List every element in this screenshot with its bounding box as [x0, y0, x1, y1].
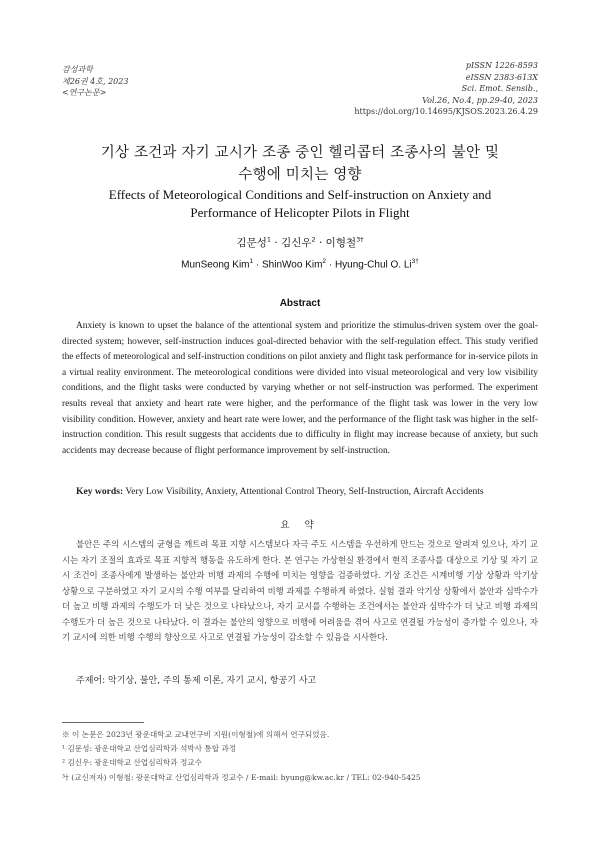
title-en-line1: Effects of Meteorological Conditions and Self-instruction on Anxiety and — [108, 187, 492, 202]
keywords-en-list: Very Low Visibility, Anxiety, Attentional Control Theory, Self-Instruction, Aircraft Accidents — [125, 486, 484, 497]
authors-english — [60, 258, 540, 270]
summary-ko-text: 불안은 주의 시스템의 균형을 깨트려 목표 지향 시스템보다 자극 주도 시스템을 우선하게 만드는 것으로 알려져 있으나, 자기 교시는 자기 조절의 효과로 목표 지향적 행동을 유도하게 한다. 본 연구는 가상현실 환경에서 현직 조종사를 대상으로 기상 및 자기 교시 조건이 조종사에게 발생하는 불안과 비행 과제의 수행에 미치는 영향을 검증하였다. 기상 조건은 시계비행 기상 상황과 악기상 상황으로 구분하였고 자기 교시의 수행 여부를 달리하여 비행 과제를 수행하게 하였다. 실험 결과 악기상 상황에서 불안과 심박수가 더 높고 비행 과제의 수행도가 더 낮은 것으로 나타났으나, 자기 교시를 수행하는 조건에서는 불안과 심박수가 더 낮고 비행 과제의 수행도가 더 높은 것으로 나타났다. 이 결과는 불안의 영향으로 비행에 어려움을 겪어 사고로 연결될 가능성이 증가할 수 있으나, 자기 교시에 의한 비행 수행의 향상으로 사고로 연결될 가능성이 감소할 수 있음을 시사한다. — [62, 539, 538, 642]
eissn: eISSN 2383-613X — [465, 72, 538, 82]
journal-header-right — [354, 60, 538, 118]
author-ko-1-affil: 1 — [266, 235, 272, 244]
author-ko-1: 김문성 — [236, 237, 267, 249]
title-english — [60, 186, 540, 222]
doi-link[interactable]: https://doi.org/10.14695/KJSOS.2023.26.4.29 — [354, 107, 538, 116]
author-sep: · — [271, 237, 282, 249]
article-type: <연구논문> — [62, 88, 107, 97]
author-en-1: MunSeong Kim — [181, 259, 250, 271]
title-korean — [60, 142, 540, 186]
author-en-1-affil: 1 — [249, 258, 254, 265]
title-ko-line1: 기상 조건과 자기 교시가 조종 중인 헬리콥터 조종사의 불안 및 — [100, 145, 500, 161]
author-sep: · — [315, 237, 326, 249]
title-ko-line2: 수행에 미치는 영향 — [238, 167, 362, 183]
footnote-3: ³† (교신저자) 이형철: 광운대학교 산업심리학과 정교수 / E-mail: hyung@kw.ac.kr / TEL: 02-940-5425 — [62, 772, 421, 782]
author-en-3-affil: 3† — [411, 258, 419, 265]
keywords-ko — [76, 673, 542, 686]
volume-en: Vol.26, No.4, pp.29-40, 2023 — [422, 95, 538, 105]
author-ko-3-affil: 3† — [356, 235, 364, 244]
author-ko-2-affil: 2 — [311, 235, 316, 244]
journal-name-ko: 감성과학 — [62, 65, 93, 74]
footnote-1: ¹ 김문성: 광운대학교 산업심리학과 석박사 통합 과정 — [62, 744, 237, 754]
author-en-2-affil: 2 — [322, 258, 327, 265]
journal-header-left — [62, 64, 128, 99]
author-en-2: ShinWoo Kim — [262, 259, 323, 271]
footnote-divider — [62, 722, 144, 723]
title-en-line2: Performance of Helicopter Pilots in Flight — [190, 205, 410, 220]
footnotes — [62, 728, 538, 785]
keywords-en — [76, 486, 542, 497]
pissn: pISSN 1226-8593 — [465, 61, 538, 70]
author-en-3: Hyung-Chul O. Li — [334, 259, 412, 271]
authors-korean — [60, 235, 540, 250]
keywords-en-label: Key words: — [76, 486, 124, 497]
author-ko-2: 김신우 — [281, 237, 312, 249]
author-sep: · — [253, 259, 263, 271]
abstract-text: Anxiety is known to upset the balance of the attentional system and prioritize the stimulus-driven system over the goal-directed system; however, self-instruction induces goal-directed behavior with the self-regulation effect. This study verified the effects of meteorological and self-instruction conditions on pilot anxiety and flight task performance for in-service pilots in a virtual reality environment. The meteorological conditions were divided into visual meteorological and very low visibility conditions, and the flight tasks were conducted by varying whether or not self-instruction was performed. The experiment results reveal that anxiety and heart rate were higher, and the performance of the flight task was lower in the very low visibility condition. However, anxiety and heart rate were lower, and the performance of the flight task was higher in the self-instruction condition. This result suggests that accidents due to difficulty in flight may increase because of anxiety, but such accidents may decrease because of flight performance improvement by self-instruction. — [62, 321, 538, 456]
footnote-2: ² 김신우: 광운대학교 산업심리학과 정교수 — [62, 758, 202, 768]
volume-ko: 제26권 4호, 2023 — [62, 76, 129, 86]
keywords-ko-label: 주제어: — [76, 676, 106, 686]
author-sep: · — [326, 259, 335, 271]
author-ko-3: 이형철 — [325, 237, 357, 249]
footnote-funding: ※ 이 논문은 2023년 광운대학교 교내연구비 지원(이형철)에 의해서 연구되었음. — [62, 730, 330, 739]
keywords-ko-list: 악기상, 불안, 주의 통제 이론, 자기 교시, 항공기 사고 — [108, 676, 317, 686]
summary-ko-heading: 요 약 — [280, 520, 320, 531]
journal-name-en: Sci. Emot. Sensib., — [461, 84, 538, 93]
abstract-heading: Abstract — [279, 298, 321, 309]
